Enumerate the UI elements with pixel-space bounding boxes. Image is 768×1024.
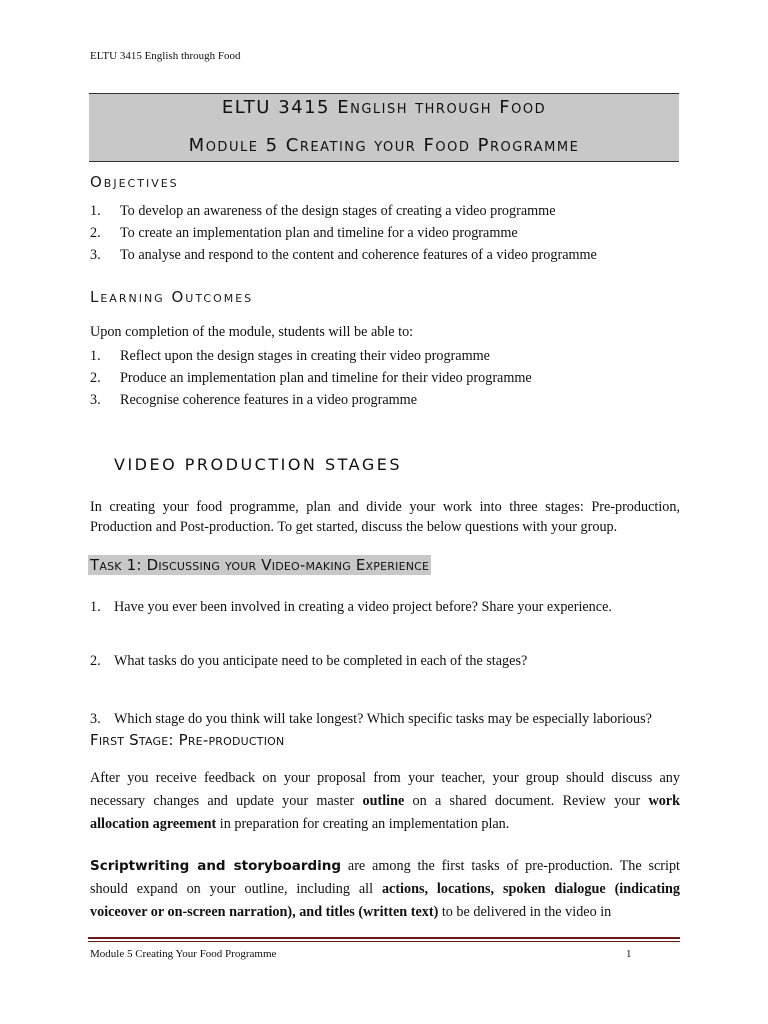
learning-outcomes-intro: Upon completion of the module, students will be able to: — [90, 324, 414, 340]
first-stage-heading: First Stage: Pre-production — [90, 731, 285, 749]
task1-question: 3. Which stage do you think will take longest? Which specific tasks may be especially laborious? — [90, 711, 652, 727]
list-item: 2. To create an implementation plan and timeline for a video programme — [90, 225, 518, 241]
learning-outcomes-list — [90, 345, 680, 411]
list-item: 3. To analyse and respond to the content and coherence features of a video programme — [90, 247, 597, 263]
task1-question: 1. Have you ever been involved in creating a video project before? Share your experience. — [90, 599, 612, 615]
first-stage-paragraph-2: Scriptwriting and storyboarding are among the first tasks of pre-production. The script should expand on your outline, including all actions, locations, spoken dialogue (indicating voiceover or on-screen narration), and titles (written text) to be delivered in the video in — [90, 858, 680, 920]
footer-rule — [88, 937, 680, 939]
list-item: 3. Recognise coherence features in a video programme — [90, 392, 418, 408]
footer-rule-thin — [88, 941, 680, 942]
running-header: ELTU 3415 English through Food — [90, 50, 241, 62]
task1-heading: Task 1: Discussing your Video-making Experience — [90, 556, 430, 574]
title-box — [89, 93, 679, 162]
objectives-heading: Objectives — [90, 173, 179, 191]
video-stages-heading: VIDEO PRODUCTION STAGES — [114, 455, 402, 474]
task1-question: 2. What tasks do you anticipate need to be completed in each of the stages? — [90, 653, 528, 669]
learning-outcomes-heading: Learning Outcomes — [90, 288, 254, 306]
list-item: 2. Produce an implementation plan and timeline for their video programme — [90, 370, 532, 386]
video-stages-intro: In creating your food programme, plan and divide your work into three stages: Pre-production, Production and Post-production. To get started, discuss the below questions with your group. — [90, 499, 680, 535]
page-number: 1 — [626, 948, 632, 960]
first-stage-paragraph-1: After you receive feedback on your proposal from your teacher, your group should discuss any necessary changes and update your master outline on a shared document. Review your work allocation agreement in preparation for creating an implementation plan. — [90, 770, 680, 832]
task1-heading-wrap — [88, 556, 431, 575]
objectives-list — [90, 200, 680, 266]
list-item: 1. To develop an awareness of the design stages of creating a video programme — [90, 203, 556, 219]
footer-title: Module 5 Creating Your Food Programme — [90, 948, 277, 960]
module-title: Module 5 Creating your Food Programme — [188, 135, 580, 156]
course-title: ELTU 3415 English through Food — [221, 97, 547, 118]
list-item: 1. Reflect upon the design stages in creating their video programme — [90, 348, 490, 364]
